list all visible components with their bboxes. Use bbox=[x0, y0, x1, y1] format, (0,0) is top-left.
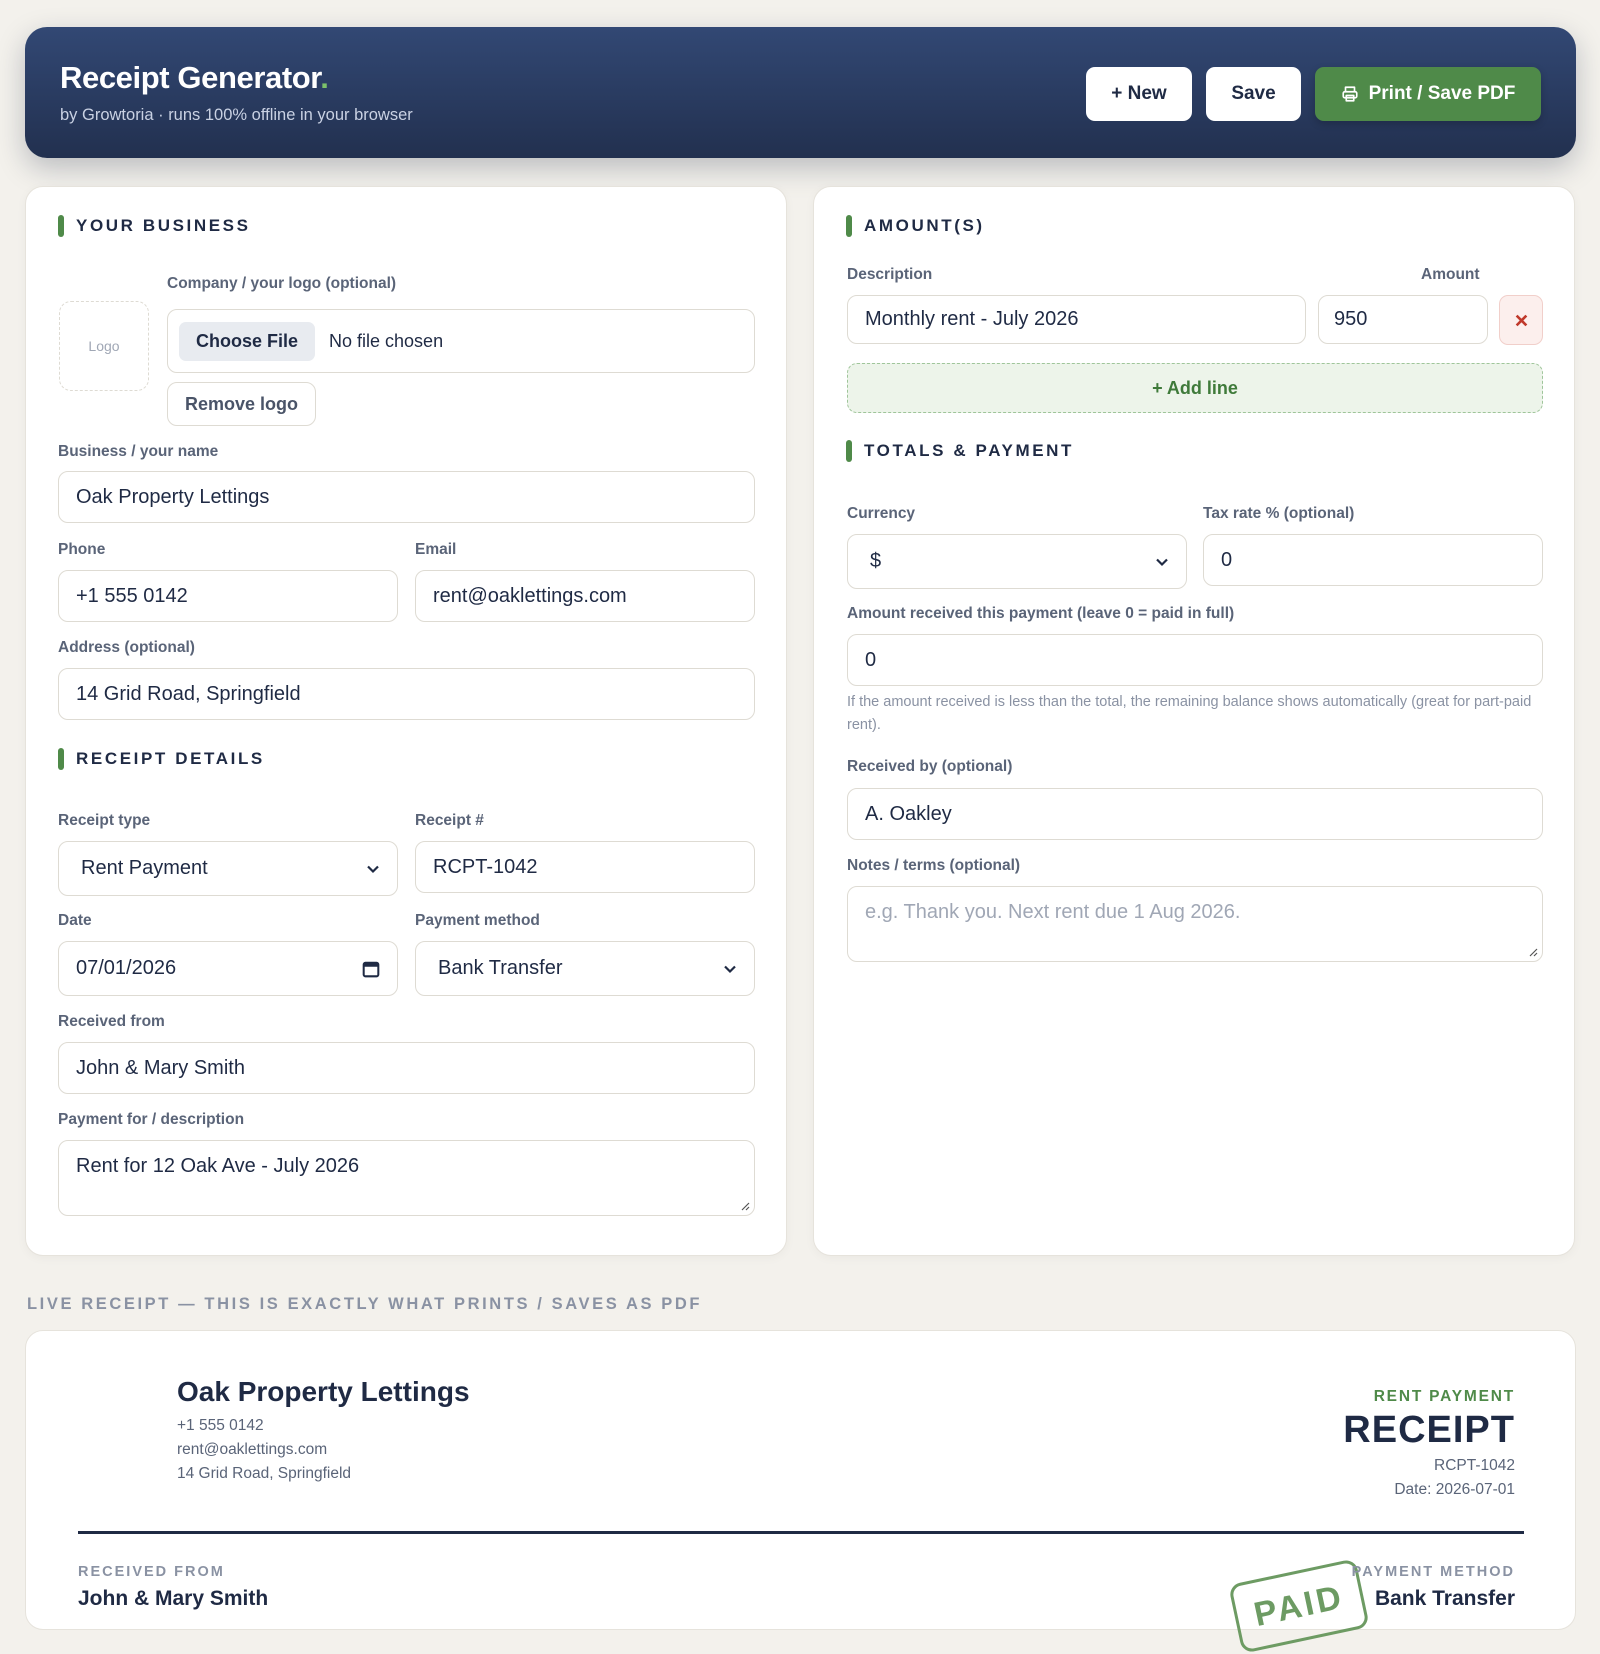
receipt-type-label: Receipt type bbox=[58, 812, 151, 829]
currency-value: $ bbox=[870, 550, 882, 572]
phone-input[interactable]: +1 555 0142 bbox=[58, 570, 398, 622]
description-column-header: Description bbox=[847, 266, 933, 283]
print-save-pdf-button[interactable] bbox=[1315, 67, 1541, 121]
date-value: 07/01/2026 bbox=[76, 957, 177, 979]
currency-label: Currency bbox=[847, 505, 916, 522]
payment-for-value: Rent for 12 Oak Ave - July 2026 bbox=[76, 1155, 360, 1177]
date-input[interactable] bbox=[58, 941, 398, 996]
amount-received-input[interactable]: 0 bbox=[847, 634, 1543, 686]
resize-handle-icon[interactable] bbox=[738, 1199, 750, 1211]
amounts-heading bbox=[846, 215, 985, 237]
receipt-divider bbox=[78, 1531, 1524, 1534]
payment-method-select[interactable] bbox=[415, 941, 755, 996]
logo-label: Company / your logo (optional) bbox=[167, 275, 397, 292]
receipt-type-badge: RENT PAYMENT bbox=[1373, 1388, 1515, 1405]
line-description-input[interactable]: Monthly rent - July 2026 bbox=[847, 295, 1306, 344]
receipt-number-input[interactable]: RCPT-1042 bbox=[415, 841, 755, 893]
paid-stamp: PAID bbox=[1228, 1558, 1370, 1653]
notes-label: Notes / terms (optional) bbox=[847, 857, 1021, 874]
date-label: Date bbox=[58, 912, 92, 929]
choose-file-button[interactable]: Choose File bbox=[179, 322, 315, 361]
section-title: AMOUNT(S) bbox=[864, 216, 985, 235]
section-accent-bar bbox=[846, 440, 852, 462]
close-icon bbox=[1515, 314, 1528, 327]
file-status-text: No file chosen bbox=[329, 330, 444, 351]
notes-textarea[interactable] bbox=[847, 886, 1543, 962]
receipt-title: RECEIPT bbox=[1343, 1409, 1515, 1451]
received-from-input[interactable]: John & Mary Smith bbox=[58, 1042, 755, 1094]
logo-preview: Logo bbox=[59, 301, 149, 391]
remove-logo-button[interactable]: Remove logo bbox=[167, 382, 316, 426]
calendar-icon[interactable] bbox=[362, 960, 380, 978]
section-accent-bar bbox=[846, 215, 852, 237]
title-dot: . bbox=[320, 60, 329, 95]
new-button[interactable]: + New bbox=[1086, 67, 1192, 121]
address-input[interactable]: 14 Grid Road, Springfield bbox=[58, 668, 755, 720]
chevron-down-icon bbox=[723, 962, 737, 976]
section-title: YOUR BUSINESS bbox=[76, 216, 251, 235]
received-by-label: Received by (optional) bbox=[847, 758, 1013, 775]
received-from-heading: RECEIVED FROM bbox=[78, 1564, 225, 1580]
live-receipt-caption: LIVE RECEIPT — THIS IS EXACTLY WHAT PRINTS / SAVES AS PDF bbox=[27, 1295, 703, 1313]
save-button[interactable]: Save bbox=[1206, 67, 1301, 121]
received-from-label: Received from bbox=[58, 1013, 165, 1030]
tax-rate-input[interactable]: 0 bbox=[1203, 534, 1543, 586]
app-title: Receipt Generator. bbox=[60, 60, 329, 95]
add-line-button[interactable]: + Add line bbox=[847, 363, 1543, 413]
business-name-label: Business / your name bbox=[58, 443, 219, 460]
app-header bbox=[25, 27, 1576, 158]
receipt-date: Date: 2026-07-01 bbox=[1394, 1481, 1515, 1498]
logo-file-input[interactable] bbox=[167, 309, 755, 373]
receipt-number-label: Receipt # bbox=[415, 812, 484, 829]
business-details-panel bbox=[25, 186, 787, 1256]
currency-select[interactable] bbox=[847, 534, 1187, 589]
amount-column-header: Amount bbox=[1421, 266, 1480, 283]
amounts-panel bbox=[813, 186, 1575, 1256]
section-title: TOTALS & PAYMENT bbox=[864, 441, 1075, 460]
receipt-number: RCPT-1042 bbox=[1434, 1457, 1515, 1474]
payment-for-label: Payment for / description bbox=[58, 1111, 245, 1128]
received-by-input[interactable]: A. Oakley bbox=[847, 788, 1543, 840]
received-from-name: John & Mary Smith bbox=[78, 1587, 269, 1610]
receipt-email: rent@oaklettings.com bbox=[177, 1441, 328, 1458]
live-receipt-preview bbox=[25, 1330, 1576, 1634]
your-business-heading bbox=[58, 215, 251, 237]
email-input[interactable]: rent@oaklettings.com bbox=[415, 570, 755, 622]
payment-method-label: Payment method bbox=[415, 912, 540, 929]
amount-received-label: Amount received this payment (leave 0 = paid in full) bbox=[847, 605, 1235, 622]
receipt-address: 14 Grid Road, Springfield bbox=[177, 1465, 352, 1482]
phone-label: Phone bbox=[58, 541, 106, 558]
printer-icon bbox=[1341, 85, 1359, 103]
section-accent-bar bbox=[58, 748, 64, 770]
chevron-down-icon bbox=[366, 862, 380, 876]
resize-handle-icon[interactable] bbox=[1526, 945, 1538, 957]
receipt-details-heading bbox=[58, 748, 265, 770]
receipt-phone: +1 555 0142 bbox=[177, 1417, 264, 1434]
business-name-input[interactable]: Oak Property Lettings bbox=[58, 471, 755, 523]
payment-for-textarea[interactable] bbox=[58, 1140, 755, 1216]
tax-rate-label: Tax rate % (optional) bbox=[1203, 505, 1355, 522]
section-accent-bar bbox=[58, 215, 64, 237]
receipt-business-name: Oak Property Lettings bbox=[177, 1376, 470, 1407]
totals-payment-heading bbox=[846, 440, 1074, 462]
line-amount-input[interactable]: 950 bbox=[1318, 295, 1488, 344]
receipt-type-value: Rent Payment bbox=[81, 857, 208, 879]
payment-method-heading: PAYMENT METHOD bbox=[1351, 1564, 1515, 1580]
balance-help-text: If the amount received is less than the total, the remaining balance shows automatically (great for part-paid rent). bbox=[847, 694, 1532, 733]
address-label: Address (optional) bbox=[58, 639, 195, 656]
print-button-label: Print / Save PDF bbox=[1368, 83, 1516, 104]
payment-method-name: Bank Transfer bbox=[1374, 1587, 1515, 1610]
remove-line-button[interactable] bbox=[1499, 295, 1543, 345]
email-label: Email bbox=[415, 541, 457, 558]
section-title: RECEIPT DETAILS bbox=[76, 749, 265, 768]
app-subtitle: by Growtoria · runs 100% offline in your browser bbox=[60, 106, 413, 124]
payment-method-value: Bank Transfer bbox=[438, 957, 563, 979]
notes-placeholder: e.g. Thank you. Next rent due 1 Aug 2026. bbox=[865, 901, 1241, 923]
chevron-down-icon bbox=[1155, 555, 1169, 569]
receipt-type-select[interactable] bbox=[58, 841, 398, 896]
